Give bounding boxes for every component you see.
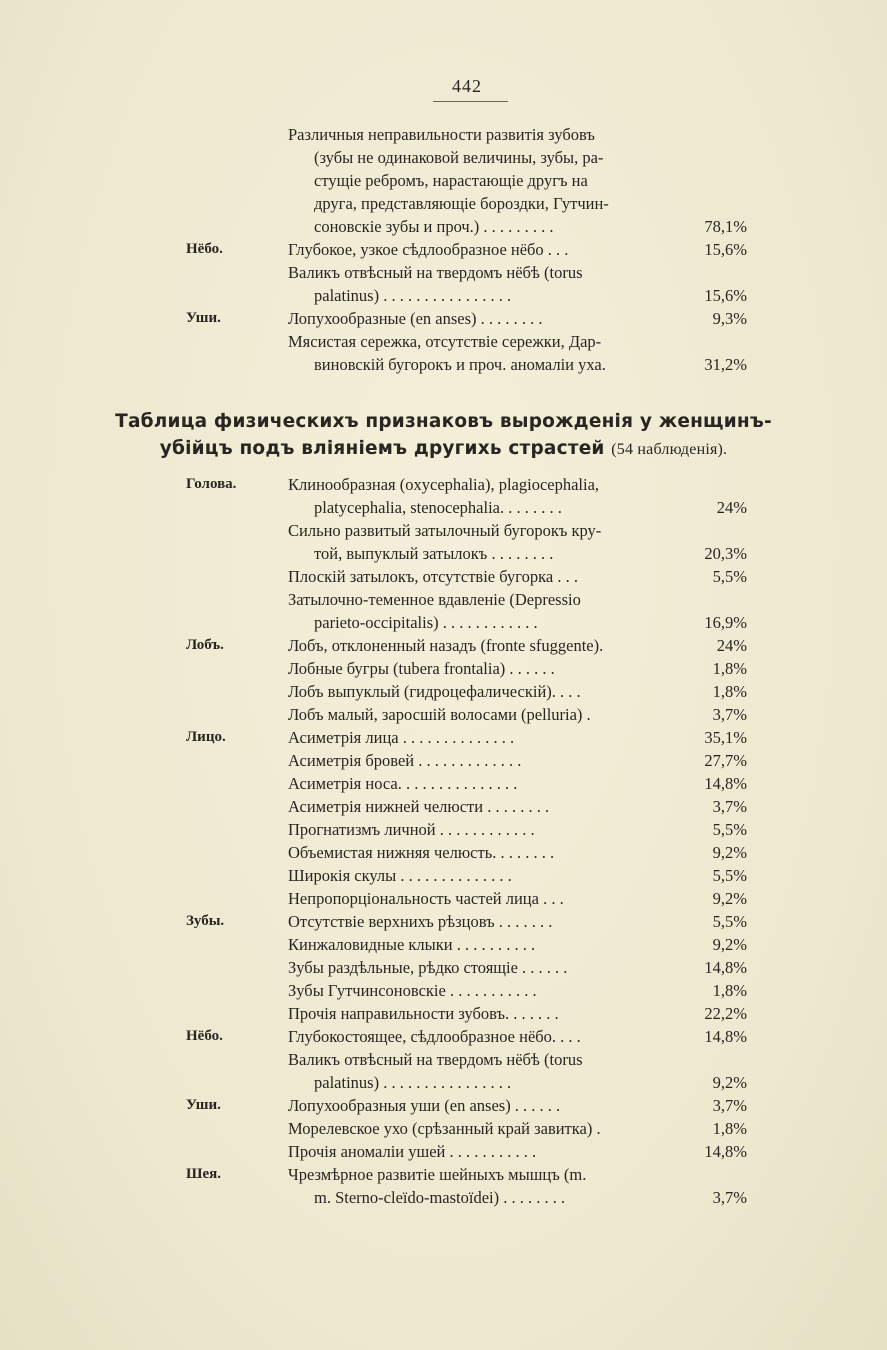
category-label: Нёбо.	[186, 1028, 223, 1044]
percentage-value: 9,2%	[712, 1073, 747, 1092]
percentage-value: 14,8%	[704, 958, 747, 977]
sign-description: Мясистая сережка, отсутствіе сережки, Дар-	[288, 332, 602, 351]
sign-description: Валикъ отвѣсный на твердомъ нёбѣ (torus	[288, 263, 583, 282]
sign-description: platycephalia, stenocephalia. . . . . . . .	[314, 498, 562, 517]
table-row-line	[0, 353, 887, 376]
table-row-line	[0, 215, 887, 238]
sign-description: palatinus) . . . . . . . . . . . . . . . .	[314, 1073, 512, 1092]
top-table-continuation	[0, 123, 887, 376]
sign-description: Кинжаловидные клыки . . . . . . . . . .	[288, 935, 536, 954]
sign-description: Различныя неправильности развитія зубовъ	[288, 125, 595, 144]
sign-description: Плоскій затылокъ, отсутствіе бугорка . . .	[288, 567, 578, 586]
sign-description: Морелевское ухо (срѣзанный край завитка) .	[288, 1119, 601, 1138]
table-row-line	[0, 795, 887, 818]
table-row-line	[0, 1117, 887, 1140]
category-label: Лицо.	[186, 729, 226, 745]
percentage-value: 5,5%	[712, 912, 747, 931]
percentage-value: 3,7%	[712, 1188, 747, 1207]
sign-description: Лопухообразные (en anses) . . . . . . . .	[288, 309, 543, 328]
table-row	[0, 330, 887, 376]
table-row-line	[0, 284, 887, 307]
table-row	[0, 887, 887, 910]
sign-description: Клинообразная (oxycephalia), plagiocephalia,	[288, 475, 600, 494]
table-row	[0, 795, 887, 818]
percentage-value: 27,7%	[704, 751, 747, 770]
sign-description: Валикъ отвѣсный на твердомъ нёбѣ (torus	[288, 1050, 583, 1069]
table-row-line	[0, 588, 887, 611]
sign-description: соновскіе зубы и проч.) . . . . . . . . .	[314, 217, 554, 236]
sign-description: Широкія скулы . . . . . . . . . . . . . .	[288, 866, 512, 885]
table-row	[0, 657, 887, 680]
percentage-value: 24%	[716, 636, 747, 655]
sign-description: Лобъ малый, заросшій волосами (pelluria) .	[288, 705, 591, 724]
table-row-line	[0, 841, 887, 864]
percentage-value: 16,9%	[704, 613, 747, 632]
sign-description: Асиметрія бровей . . . . . . . . . . . . .	[288, 751, 522, 770]
percentage-value: 9,2%	[712, 843, 747, 862]
percentage-value: 24%	[716, 498, 747, 517]
table-row-line	[0, 818, 887, 841]
table-row	[0, 1048, 887, 1094]
category-label: Зубы.	[186, 913, 225, 929]
table-row	[0, 261, 887, 307]
table-row-line	[0, 703, 887, 726]
category-label: Лобъ.	[186, 637, 224, 653]
table-row	[0, 1025, 887, 1048]
table-row-line	[0, 192, 887, 215]
sign-description: Асиметрія лица . . . . . . . . . . . . . .	[288, 728, 515, 747]
table-row	[0, 473, 887, 519]
percentage-value: 14,8%	[704, 774, 747, 793]
table-heading-line2-text: убійцъ подъ вліяніемъ другихь страстей	[159, 438, 605, 459]
table-row	[0, 703, 887, 726]
table-row	[0, 1002, 887, 1025]
percentage-value: 31,2%	[704, 355, 747, 374]
percentage-value: 1,8%	[712, 682, 747, 701]
table-heading	[0, 408, 887, 463]
sign-description: Зубы раздѣльные, рѣдко стоящіе . . . . . .	[288, 958, 568, 977]
table-row-line	[0, 146, 887, 169]
sign-description: Лобные бугры (tubera frontalia) . . . . . .	[288, 659, 555, 678]
sign-description: m. Sterno-cleïdo-mastoïdei) . . . . . . . .	[314, 1188, 566, 1207]
sign-description: Асиметрія нижней челюсти . . . . . . . .	[288, 797, 550, 816]
table-row	[0, 933, 887, 956]
table-row-line	[0, 657, 887, 680]
percentage-value: 1,8%	[712, 981, 747, 1000]
table-row-line	[0, 1094, 887, 1117]
percentage-value: 9,3%	[712, 309, 747, 328]
category-label: Нёбо.	[186, 241, 223, 257]
table-row-line	[0, 238, 887, 261]
sign-description: (зубы не одинаковой величины, зубы, ра-	[314, 148, 604, 167]
percentage-value: 1,8%	[712, 659, 747, 678]
sign-description: Отсутствіе верхнихъ рѣзцовъ . . . . . . .	[288, 912, 553, 931]
sign-description: Непропорціональность частей лица . . .	[288, 889, 564, 908]
table-row	[0, 519, 887, 565]
signs-table	[0, 473, 887, 1209]
percentage-value: 3,7%	[712, 705, 747, 724]
table-row	[0, 307, 887, 330]
table-row-line	[0, 1186, 887, 1209]
table-row	[0, 1094, 887, 1117]
table-row-line	[0, 330, 887, 353]
percentage-value: 9,2%	[712, 889, 747, 908]
percentage-value: 1,8%	[712, 1119, 747, 1138]
category-label: Уши.	[186, 310, 221, 326]
table-row-line	[0, 169, 887, 192]
percentage-value: 3,7%	[712, 797, 747, 816]
sign-description: Асиметрія носа. . . . . . . . . . . . . . .	[288, 774, 518, 793]
percentage-value: 5,5%	[712, 567, 747, 586]
table-row-line	[0, 1071, 887, 1094]
table-row-line	[0, 956, 887, 979]
percentage-value: 5,5%	[712, 866, 747, 885]
percentage-value: 5,5%	[712, 820, 747, 839]
table-row-line	[0, 496, 887, 519]
sign-description: Сильно развитый затылочный бугорокъ кру-	[288, 521, 602, 540]
table-row	[0, 956, 887, 979]
sign-description: Прочія аномаліи ушей . . . . . . . . . . .	[288, 1142, 537, 1161]
table-row	[0, 123, 887, 238]
table-row-line	[0, 634, 887, 657]
sign-description: стущіе ребромъ, нарастающіе другъ на	[314, 171, 588, 190]
table-row	[0, 864, 887, 887]
table-row	[0, 818, 887, 841]
sign-description: Глубокое, узкое сѣдлообразное нёбо . . .	[288, 240, 569, 259]
table-row-line	[0, 772, 887, 795]
percentage-value: 15,6%	[704, 240, 747, 259]
sign-description: Объемистая нижняя челюсть. . . . . . . .	[288, 843, 555, 862]
page-number-rule	[433, 101, 508, 102]
table-row	[0, 565, 887, 588]
table-row	[0, 588, 887, 634]
table-row	[0, 726, 887, 749]
table-row	[0, 1140, 887, 1163]
percentage-value: 3,7%	[712, 1096, 747, 1115]
table-row	[0, 634, 887, 657]
table-row-line	[0, 864, 887, 887]
table-row-line	[0, 887, 887, 910]
table-row-line	[0, 910, 887, 933]
percentage-value: 78,1%	[704, 217, 747, 236]
table-row-line	[0, 565, 887, 588]
table-row-line	[0, 749, 887, 772]
table-row	[0, 680, 887, 703]
sign-description: Лобъ выпуклый (гидроцефалическій). . . .	[288, 682, 581, 701]
table-row-line	[0, 1048, 887, 1071]
table-row	[0, 979, 887, 1002]
table-row	[0, 772, 887, 795]
table-row-line	[0, 473, 887, 496]
sign-description: Прочія направильности зубовъ. . . . . . .	[288, 1004, 559, 1023]
table-row	[0, 910, 887, 933]
table-row-line	[0, 1002, 887, 1025]
table-row-line	[0, 542, 887, 565]
table-heading-line2	[0, 435, 887, 463]
percentage-value: 22,2%	[704, 1004, 747, 1023]
sign-description: виновскій бугорокъ и проч. аномаліи уха.	[314, 355, 606, 374]
table-heading-line1: Таблица физическихъ признаковъ вырожденія у женщинъ-	[115, 411, 772, 432]
category-label: Шея.	[186, 1166, 221, 1182]
sign-description: Лобъ, отклоненный назадъ (fronte sfuggente).	[288, 636, 604, 655]
percentage-value: 15,6%	[704, 286, 747, 305]
table-row	[0, 841, 887, 864]
sign-description: той, выпуклый затылокъ . . . . . . . .	[314, 544, 554, 563]
sign-description: друга, представляющіе бороздки, Гутчин-	[314, 194, 609, 213]
sign-description: Глубокостоящее, сѣдлообразное нёбо. . . .	[288, 1027, 581, 1046]
table-row-line	[0, 1163, 887, 1186]
category-label: Уши.	[186, 1097, 221, 1113]
percentage-value: 9,2%	[712, 935, 747, 954]
page-number: 442	[452, 76, 482, 96]
table-row-line	[0, 1140, 887, 1163]
sign-description: Прогнатизмъ личной . . . . . . . . . . . .	[288, 820, 535, 839]
percentage-value: 14,8%	[704, 1142, 747, 1161]
table-row-line	[0, 519, 887, 542]
table-row-line	[0, 611, 887, 634]
table-row-line	[0, 680, 887, 703]
table-row-line	[0, 933, 887, 956]
table-row-line	[0, 261, 887, 284]
table-row-line	[0, 123, 887, 146]
sign-description: palatinus) . . . . . . . . . . . . . . . .	[314, 286, 512, 305]
table-row-line	[0, 726, 887, 749]
table-row	[0, 1163, 887, 1209]
sign-description: Лопухообразныя уши (en anses) . . . . . .	[288, 1096, 561, 1115]
table-heading-note: (54 наблюденія).	[611, 441, 728, 458]
percentage-value: 35,1%	[704, 728, 747, 747]
percentage-value: 20,3%	[704, 544, 747, 563]
table-row	[0, 238, 887, 261]
table-row-line	[0, 307, 887, 330]
percentage-value: 14,8%	[704, 1027, 747, 1046]
category-label: Голова.	[186, 476, 237, 492]
table-row-line	[0, 979, 887, 1002]
sign-description: parieto-occipitalis) . . . . . . . . . . . .	[314, 613, 538, 632]
table-row	[0, 1117, 887, 1140]
sign-description: Чрезмѣрное развитіе шейныхъ мышцъ (m.	[288, 1165, 587, 1184]
table-row	[0, 749, 887, 772]
sign-description: Зубы Гутчинсоновскіе . . . . . . . . . . .	[288, 981, 537, 1000]
table-row-line	[0, 1025, 887, 1048]
sign-description: Затылочно-теменное вдавленіе (Depressio	[288, 590, 581, 609]
